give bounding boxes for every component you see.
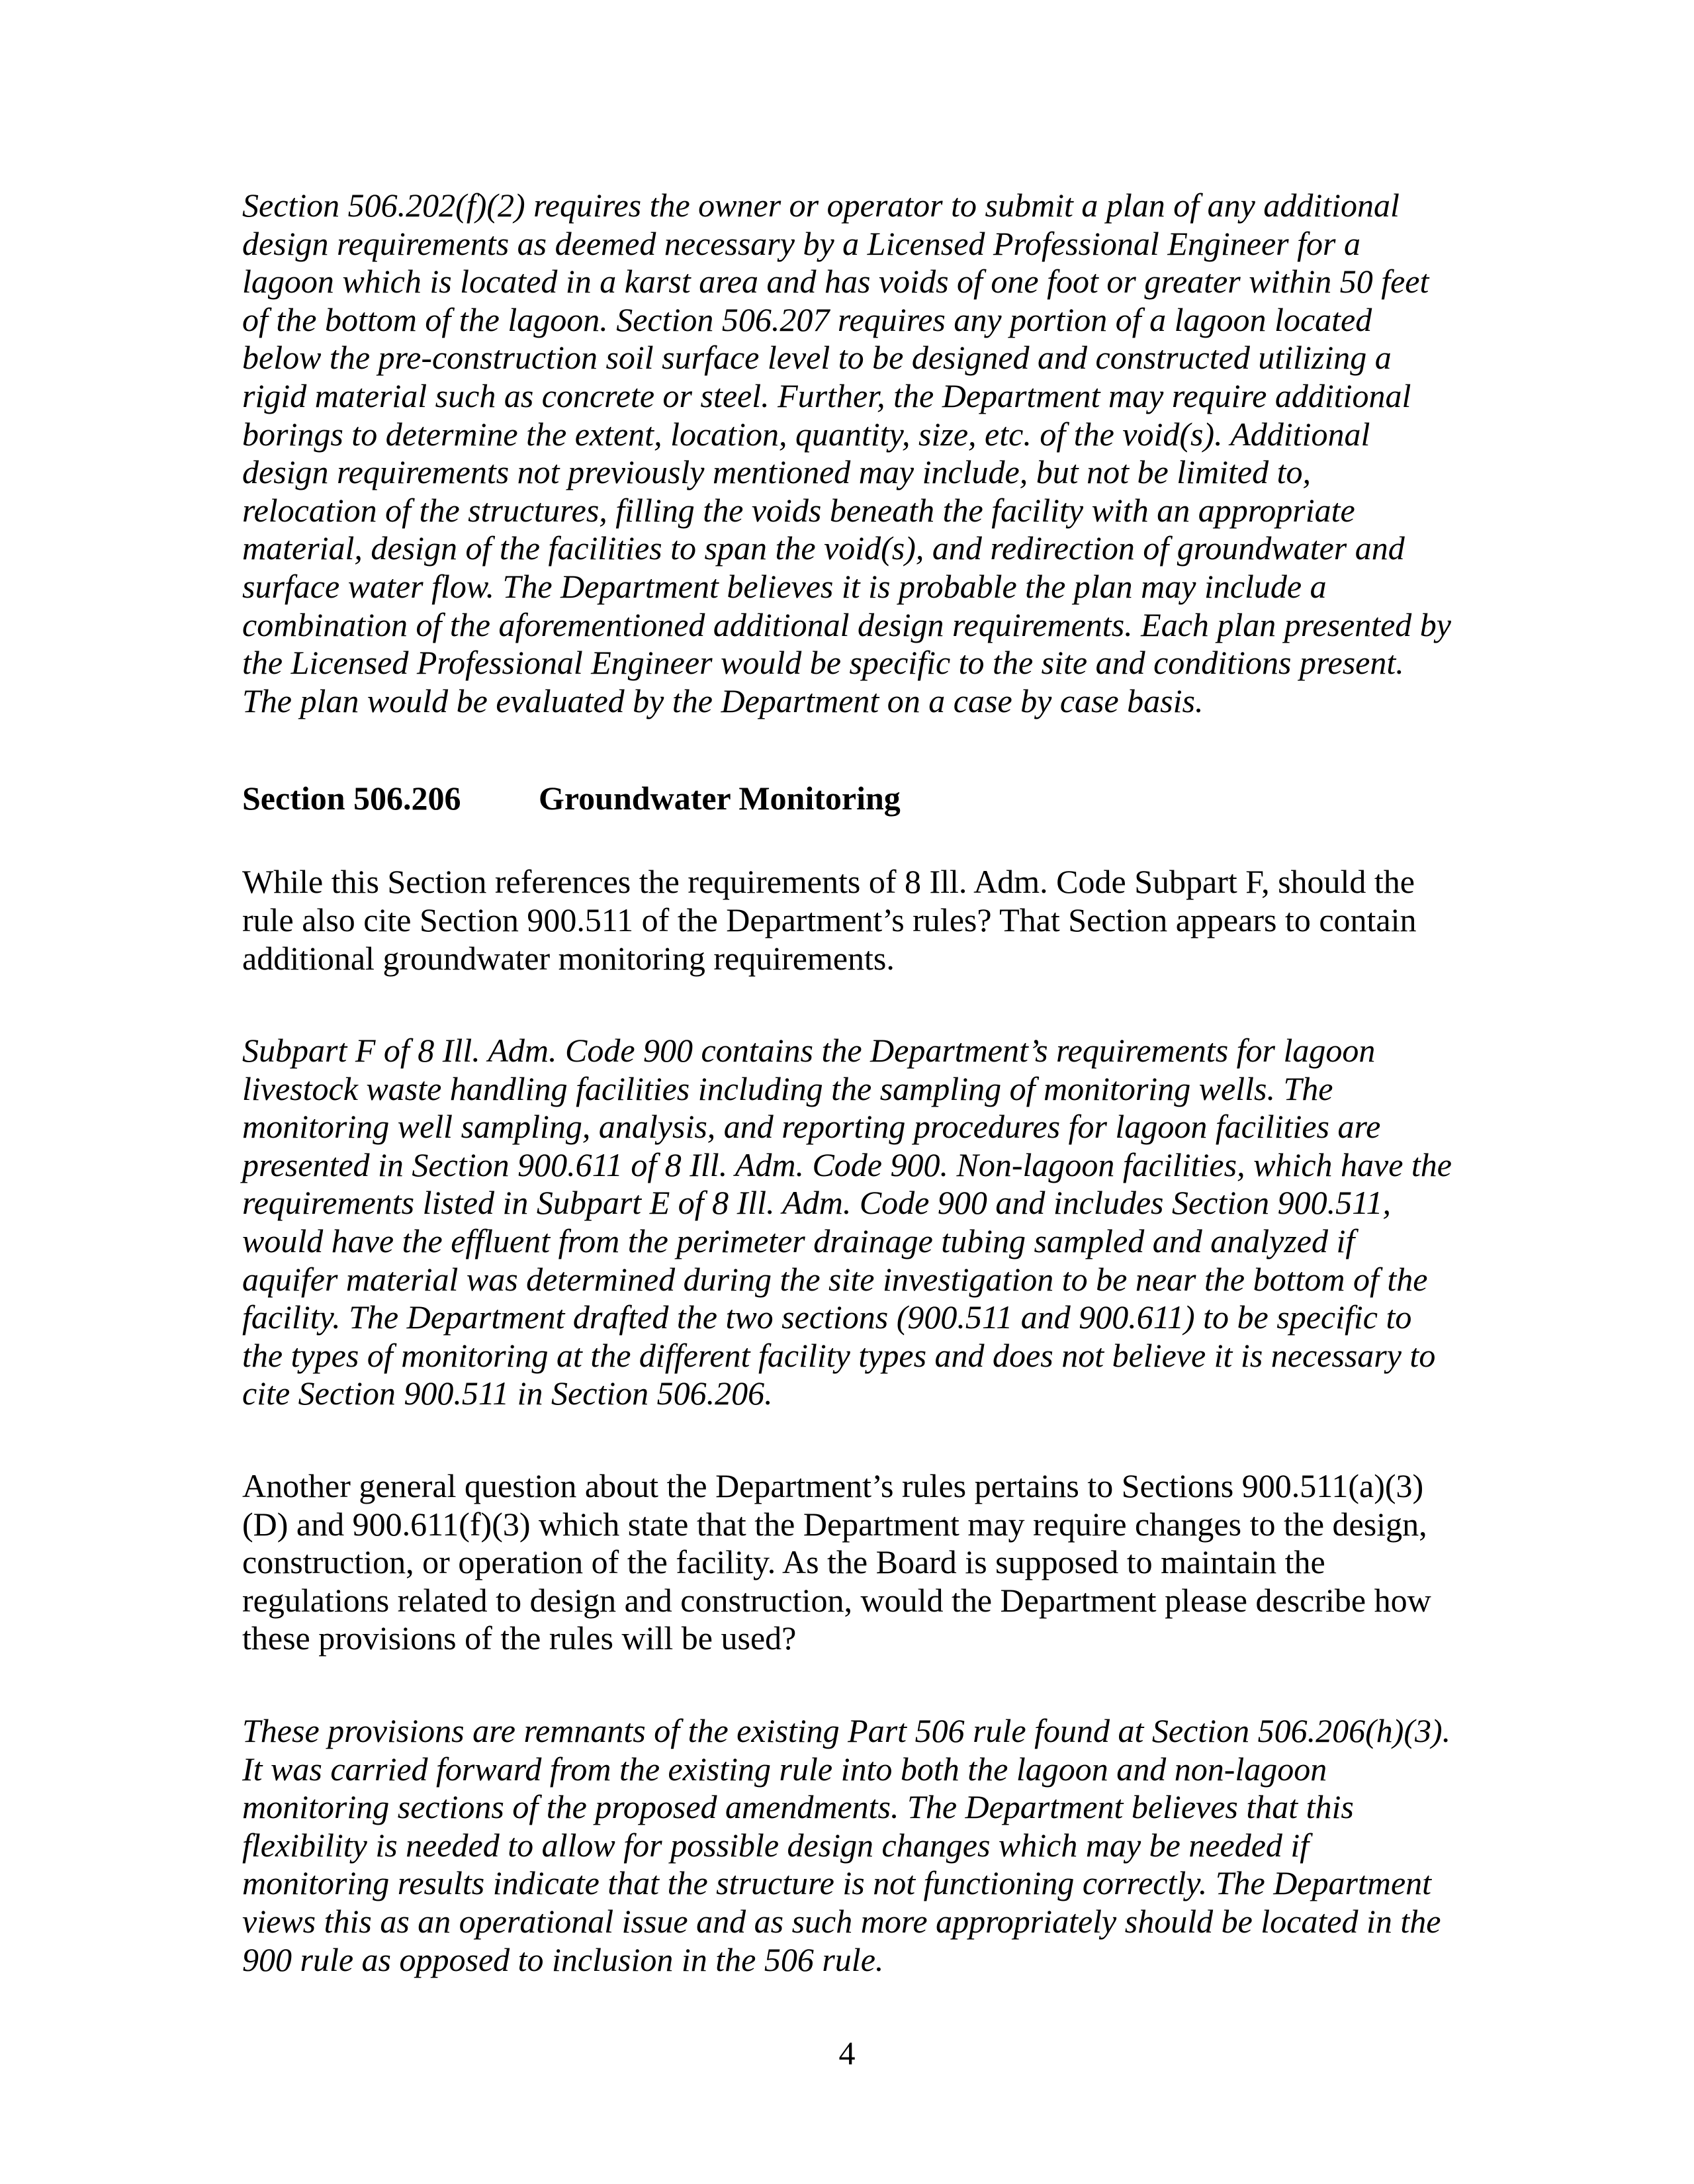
question-paragraph-changes: Another general question about the Department’s rules pertains to Sections 900.511(a)(3)(D) and 900.611(f)(3) which state that the Department may require changes to the design, construction, or operation of the facility. As the Board is supposed to maintain the regulations related to design and construction, would the Department please describe how these provisions of the rules will be used? [242, 1467, 1431, 1657]
spacer [242, 818, 1453, 863]
spacer [242, 1658, 1453, 1712]
section-number: Section 506.206 [242, 780, 461, 817]
section-title: Groundwater Monitoring [539, 780, 901, 817]
question-paragraph-monitoring: While this Section references the requirements of 8 Ill. Adm. Code Subpart F, should the rule also cite Section 900.511 of the Department’s rules? That Section appears to contain additional groundwater monitoring requirements. [242, 863, 1417, 977]
response-paragraph-remnants: These provisions are remnants of the existing Part 506 rule found at Section 506.206(h)(3). It was carried forward from the existing rule into both the lagoon and non-lagoon monitoring sections of the proposed amendments. The Department believes that this flexibility is needed to allow for possible design changes which may be needed if monitoring results indicate that the structure is not functioning correctly. The Department views this as an operational issue and as such more appropriately should be located in the 900 rule as opposed to inclusion in the 506 rule. [242, 1712, 1451, 1978]
spacer [242, 978, 1453, 1032]
spacer [242, 1413, 1453, 1467]
response-paragraph-subpart-f: Subpart F of 8 Ill. Adm. Code 900 contains the Department’s requirements for lagoon livestock waste handling facilities including the sampling of monitoring wells. The monitoring well sampling, analysis, and reporting procedures for lagoon facilities are presented in Section 900.611 of 8 Ill. Adm. Code 900. Non-lagoon facilities, which have the requirements listed in Subpart E of 8 Ill. Adm. Code 900 and includes Section 900.511, would have the effluent from the perimeter drainage tubing sampled and analyzed if aquifer material was determined during the site investigation to be near the bottom of the facility. The Department drafted the two sections (900.511 and 900.611) to be specific to the types of monitoring at the different facility types and does not believe it is necessary to cite Section 900.511 in Section 506.206. [242, 1032, 1452, 1412]
section-heading [242, 778, 1453, 818]
spacer [242, 720, 1453, 778]
document-body [242, 187, 1453, 1979]
page-number: 4 [838, 2034, 856, 2071]
response-paragraph-karst: Section 506.202(f)(2) requires the owner or operator to submit a plan of any additional design requirements as deemed necessary by a Licensed Professional Engineer for a lagoon which is located in a karst area and has voids of one foot or greater within 50 feet of the bottom of the lagoon. Section 506.207 requires any portion of a lagoon located below the pre-construction soil surface level to be designed and constructed utilizing a rigid material such as concrete or steel. Further, the Department may require additional borings to determine the extent, location, quantity, size, etc. of the void(s). Additional design requirements not previously mentioned may include, but not be limited to, relocation of the structures, filling the voids beneath the facility with an appropriate material, design of the facilities to span the void(s), and redirection of groundwater and surface water flow. The Department believes it is probable the plan may include a combination of the aforementioned additional design requirements. Each plan presented by the Licensed Professional Engineer would be specific to the site and conditions present. The plan would be evaluated by the Department on a case by case basis. [242, 187, 1452, 719]
